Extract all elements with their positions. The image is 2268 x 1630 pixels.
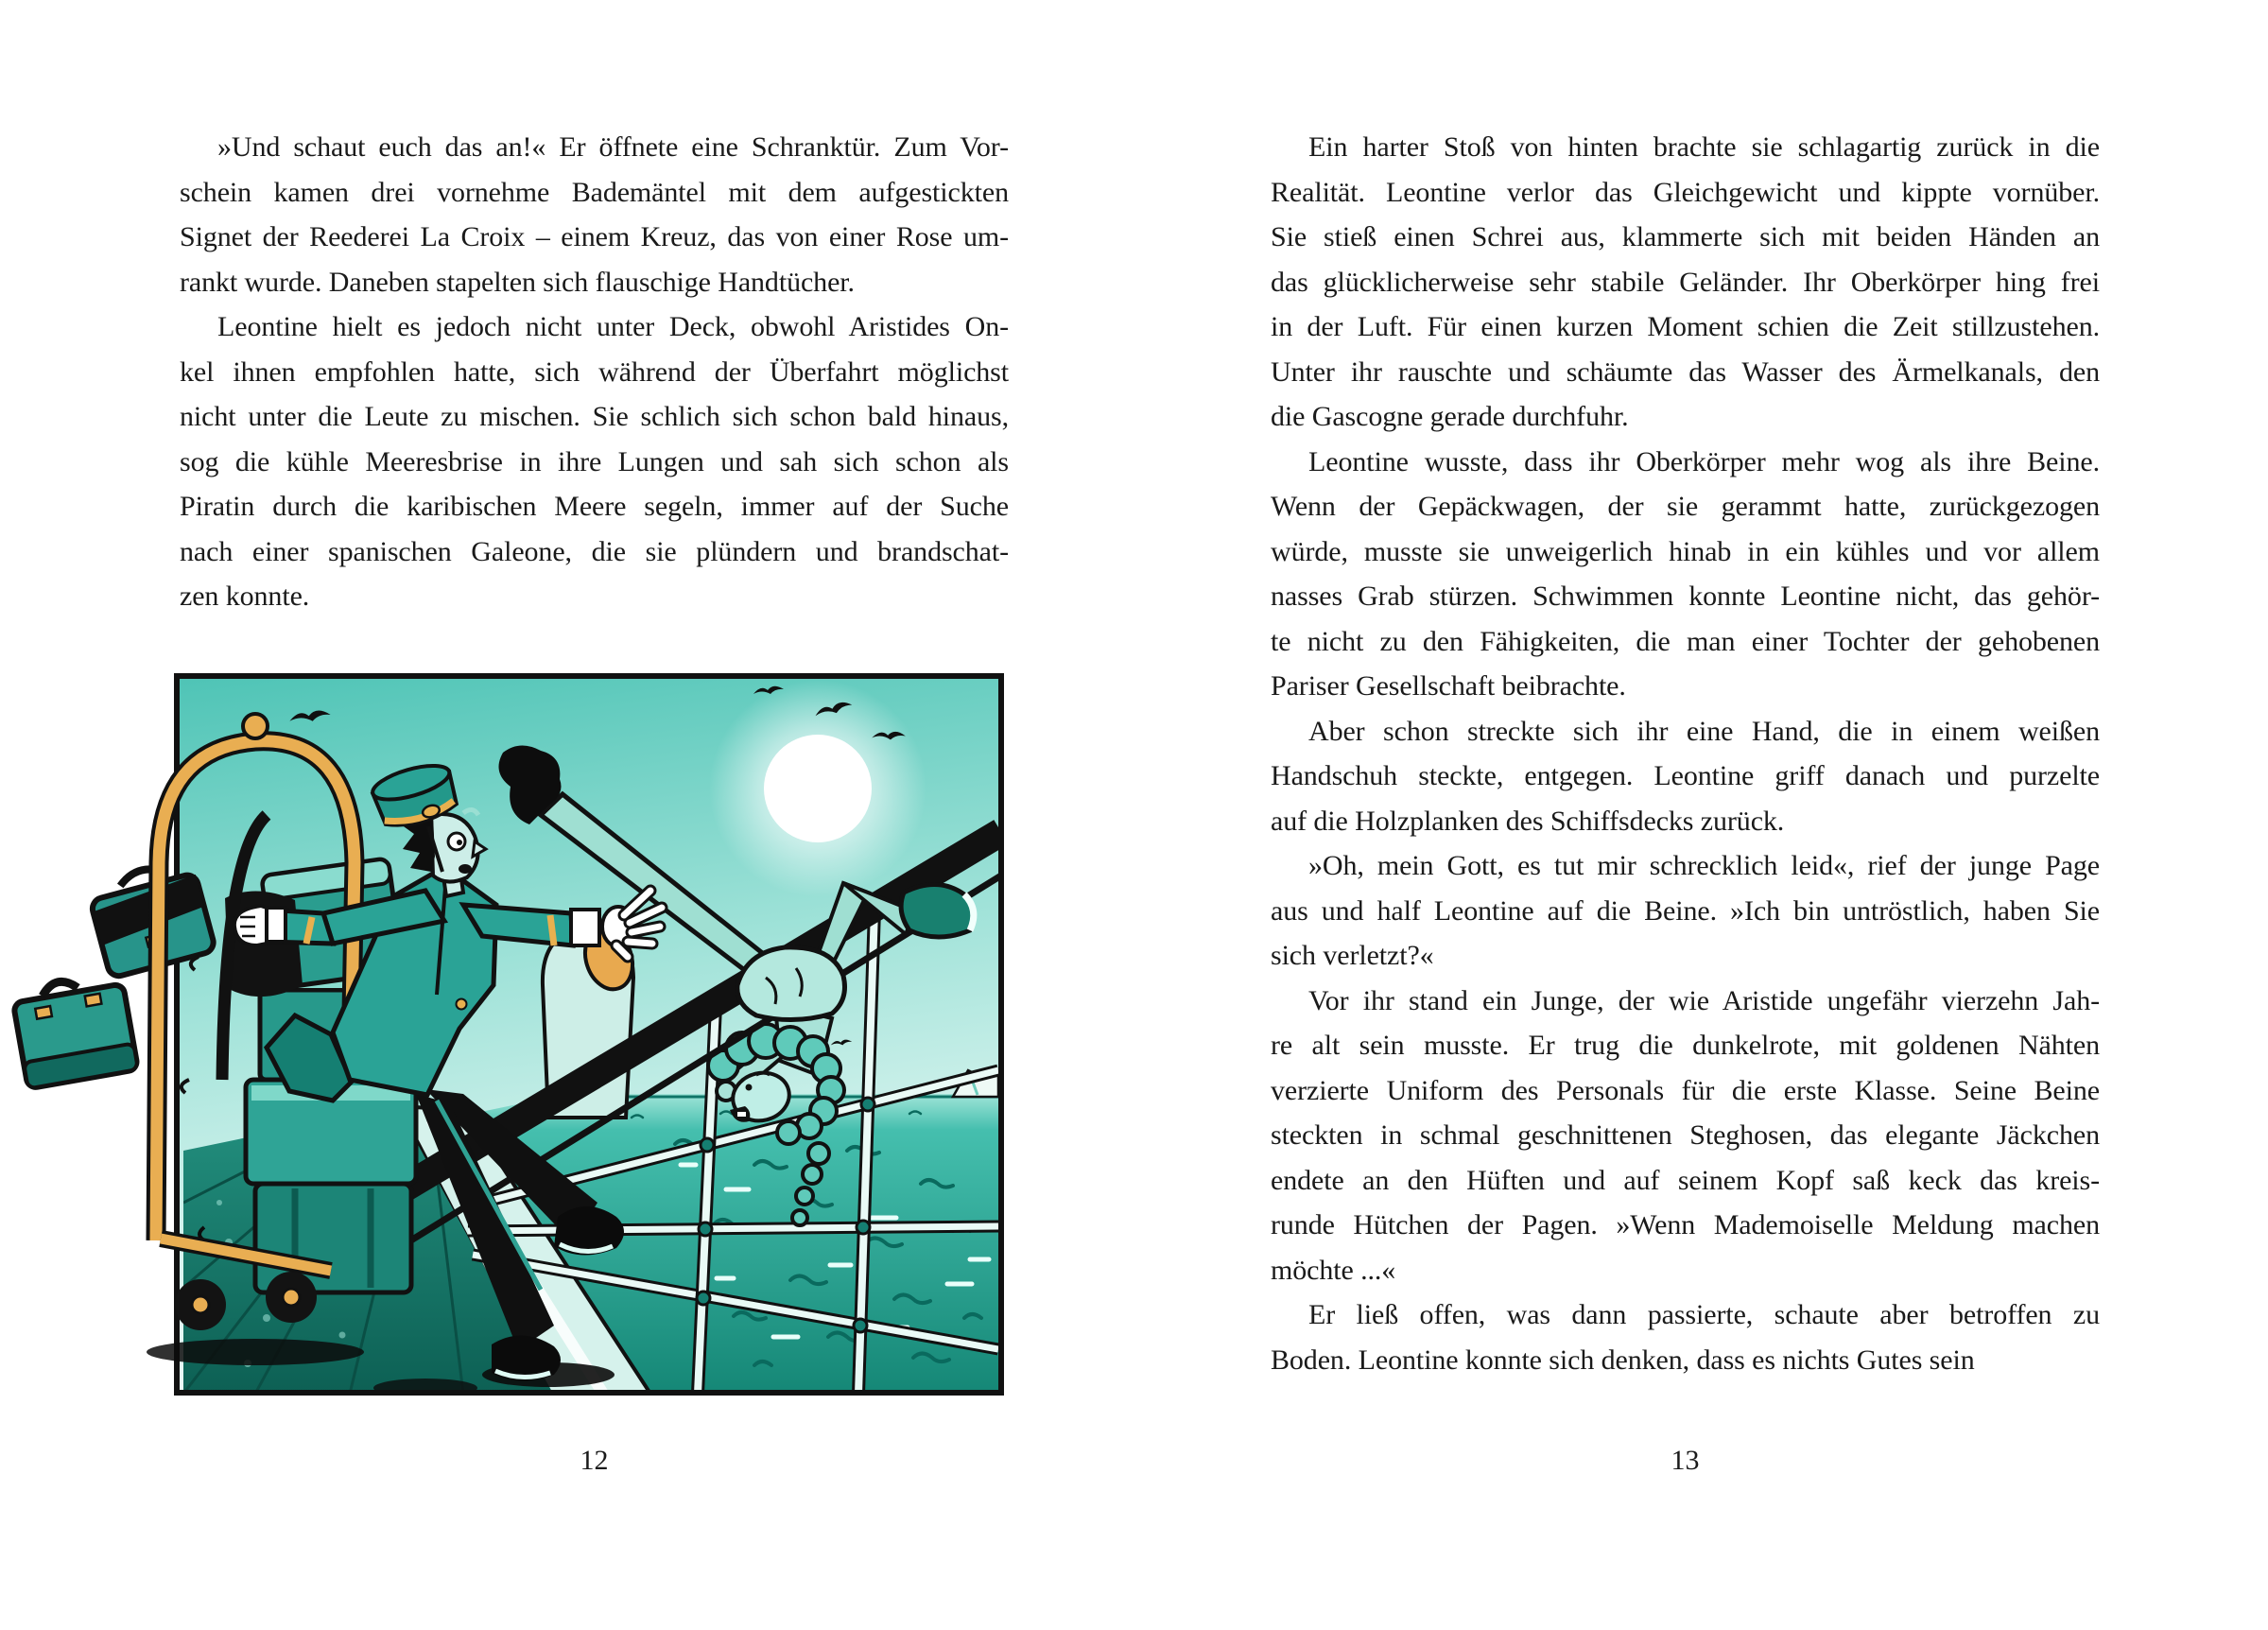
- text-line: te nicht zu den Fähigkeiten, die man einer Tochter der gehobenen: [1271, 625, 2100, 657]
- paragraph: [180, 304, 1009, 619]
- text-line: Er ließ offen, was dann passierte, schaute aber betroffen zu: [1308, 1299, 2100, 1330]
- text-line: Aber schon streckte sich ihr eine Hand, die in einem weißen: [1308, 715, 2100, 747]
- text-line: rankt wurde. Daneben stapelten sich flauschige Handtücher.: [180, 266, 855, 298]
- text-line: kel ihnen empfohlen hatte, sich während der Überfahrt möglichst: [180, 355, 1009, 388]
- text-line: endete an den Hüften und auf seinem Kopf saß keck das kreis-: [1271, 1164, 2100, 1196]
- text-line: Pariser Gesellschaft beibrachte.: [1271, 670, 1626, 702]
- text-line: Leontine hielt es jedoch nicht unter Deck, obwohl Aristides On-: [217, 311, 1009, 342]
- text-line: Leontine wusste, dass ihr Oberkörper mehr wog als ihre Beine.: [1308, 445, 2100, 477]
- paragraph: [1271, 979, 2100, 1293]
- text-line: auf die Holzplanken des Schiffsdecks zurück.: [1271, 805, 1785, 837]
- paragraph: [1271, 843, 2100, 979]
- text-line: Realität. Leontine verlor das Gleichgewicht und kippte vornüber.: [1271, 176, 2100, 208]
- paragraph: [1271, 1292, 2100, 1382]
- text-line: Unter ihr rauschte und schäumte das Wasser des Ärmelkanals, den: [1271, 355, 2100, 388]
- paragraph: [1271, 440, 2100, 709]
- right-page-number: 13: [1671, 1445, 1700, 1476]
- text-line: steckten in schmal geschnittenen Steghosen, das elegante Jäckchen: [1271, 1119, 2100, 1151]
- text-line: verzierte Uniform des Personals für die erste Klasse. Seine Beine: [1271, 1074, 2100, 1106]
- text-line: Handschuh steckte, entgegen. Leontine griff danach und purzelte: [1271, 760, 2100, 791]
- text-line: das glücklicherweise sehr stabile Geländer. Ihr Oberkörper hing frei: [1271, 266, 2100, 298]
- girl-skirt: [737, 947, 845, 1020]
- text-line: Sie stieß einen Schrei aus, klammerte sich mit beiden Händen an: [1271, 221, 2100, 252]
- text-line: Vor ihr stand ein Junge, der wie Aristide ungefähr vierzehn Jah-: [1308, 984, 2100, 1016]
- text-line: schein kamen drei vornehme Bademäntel mit dem aufgestickten: [180, 176, 1009, 208]
- text-line: Signet der Reederei La Croix – einem Kreuz, das von einer Rose um-: [180, 221, 1009, 252]
- right-page-text: [1271, 125, 2100, 1382]
- paragraph: [1271, 709, 2100, 844]
- text-line: re alt sein musste. Er trug die dunkelrote, mit goldenen Nähten: [1271, 1030, 2100, 1061]
- text-line: würde, musste sie unweigerlich hinab in ein kühles und vor allem: [1271, 535, 2100, 567]
- text-line: in der Luft. Für einen kurzen Moment schien die Zeit stillzustehen.: [1271, 311, 2100, 342]
- text-line: möchte ...«: [1271, 1254, 1396, 1286]
- text-line: »Und schaut euch das an!« Er öffnete eine Schranktür. Zum Vor-: [217, 131, 1009, 163]
- text-line: die Gascogne gerade durchfuhr.: [1271, 401, 1629, 432]
- text-line: sog die kühle Meeresbrise in ihre Lungen und sah sich schon als: [180, 445, 1009, 477]
- text-line: zen konnte.: [180, 581, 310, 612]
- ship-deck-illustration: [19, 673, 1012, 1397]
- paragraph: [1271, 125, 2100, 440]
- left-page-text: [180, 125, 1009, 619]
- text-line: nach einer spanischen Galeone, die sie plündern und brandschat-: [180, 535, 1009, 567]
- text-line: aus und half Leontine auf die Beine. »Ich bin untröstlich, haben Sie: [1271, 894, 2100, 927]
- paragraph: [180, 125, 1009, 304]
- text-line: Ein harter Stoß von hinten brachte sie schlagartig zurück in die: [1308, 131, 2100, 163]
- text-line: Boden. Leontine konnte sich denken, dass es nichts Gutes sein: [1271, 1344, 1975, 1376]
- text-line: nasses Grab stürzen. Schwimmen konnte Leontine nicht, das gehör-: [1271, 581, 2100, 612]
- left-page-number: 12: [580, 1445, 609, 1476]
- girl-boot-right: [901, 884, 974, 937]
- text-line: Wenn der Gepäckwagen, der sie gerammt hatte, zurückgezogen: [1271, 491, 2100, 522]
- text-line: Piratin durch die karibischen Meere segeln, immer auf der Suche: [180, 491, 1009, 522]
- text-line: sich verletzt?«: [1271, 940, 1434, 971]
- text-line: runde Hütchen der Pagen. »Wenn Mademoiselle Meldung machen: [1271, 1209, 2100, 1240]
- text-line: nicht unter die Leute zu mischen. Sie schlich sich schon bald hinaus,: [180, 401, 1009, 432]
- sun: [764, 735, 872, 842]
- text-line: »Oh, mein Gott, es tut mir schrecklich leid«, rief der junge Page: [1308, 850, 2100, 881]
